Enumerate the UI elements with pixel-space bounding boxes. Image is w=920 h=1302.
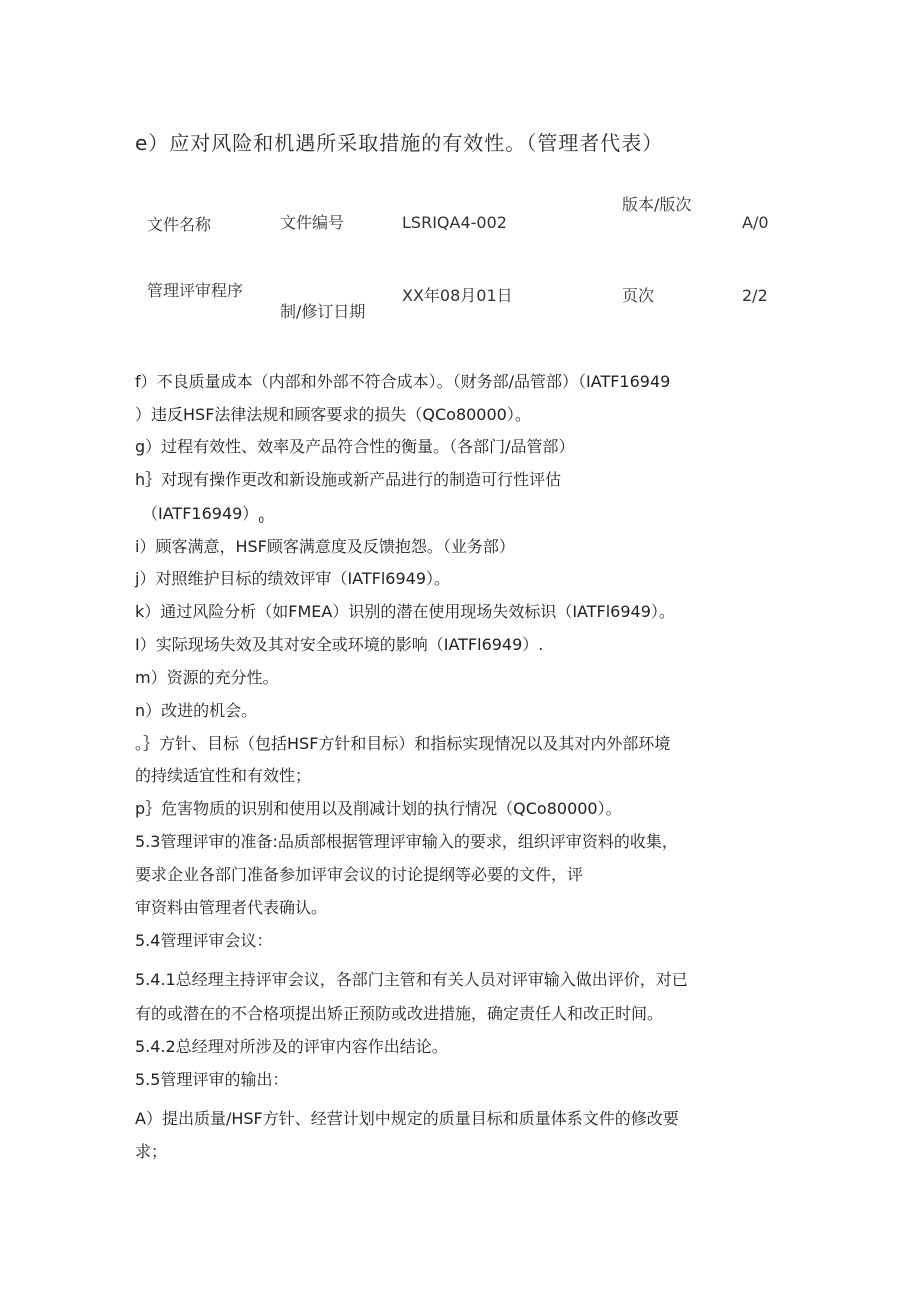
item-k: k）通过风险分析（如FMEA）识别的潜在使用现场失效标识（IATFl6949）。 — [135, 602, 675, 621]
section-5-4-heading: 5.4管理评审会议： — [135, 931, 273, 950]
output-A-line-2: 求； — [135, 1142, 168, 1161]
section-5-4-2: 5.4.2总经理对所涉及的评审内容作出结论。 — [135, 1037, 448, 1056]
item-h-line-2 — [142, 504, 264, 531]
item-g: g）过程有效性、效率及产品符合性的衡量。（各部门/品管部） — [135, 437, 575, 456]
item-j: j）对照维护目标的绩效评审（IATFl6949）。 — [135, 569, 451, 588]
section-5-3-line-2: 要求企业各部门准备参加评审会议的讨论提纲等必要的文件，评 — [135, 865, 584, 884]
item-i: i）顾客满意，HSF顾客满意度及反馈抱怨。（业务部） — [135, 537, 515, 556]
item-h-standard: （IATF16949） — [142, 504, 259, 523]
item-h-subscript: 0 — [258, 516, 265, 526]
section-5-4-1-line-2: 有的或潜在的不合格项提出矫正预防或改进措施，确定责任人和改正时间。 — [135, 1004, 664, 1023]
item-n: n）改进的机会。 — [135, 701, 258, 720]
page-label: 页次 — [622, 286, 655, 305]
version-value: A/0 — [742, 213, 769, 232]
item-o-line-1: 。｝方针、目标（包括HSF方针和目标）和指标实现情况以及其对内外部环境 — [135, 734, 671, 753]
page-value: 2/2 — [742, 286, 768, 305]
item-h-line-1: h｝对现有操作更改和新设施或新产品进行的制造可行性评估 — [135, 470, 562, 489]
item-o-line-2: 的持续适宜性和有效性； — [135, 766, 312, 785]
item-f-line-1: f）不良质量成本（内部和外部不符合成本）。（财务部/品管部）（IATF16949 — [135, 372, 671, 391]
item-f-line-2: ）违反HSF法律法规和顾客要求的损失（QCo80000）。 — [135, 405, 531, 424]
output-A-line-1: A）提出质量/HSF方针、经营计划中规定的质量目标和质量体系文件的修改要 — [135, 1109, 679, 1128]
revision-date-value: XX年08月01日 — [402, 286, 513, 305]
item-l: I）实际现场失效及其对安全或环境的影响（IATFl6949）. — [135, 635, 544, 654]
file-number-value: LSRIQA4-002 — [402, 213, 507, 232]
item-p: p｝危害物质的识别和使用以及削减计划的执行情况（QCo80000）。 — [135, 799, 622, 818]
revision-date-label: 制/修订日期 — [280, 302, 366, 321]
section-heading-e: e）应对风险和机遇所采取措施的有效性。（管理者代表） — [135, 131, 664, 155]
section-5-5-heading: 5.5管理评审的输出： — [135, 1070, 289, 1089]
item-m: m）资源的充分性。 — [135, 668, 279, 687]
section-5-3-line-1: 5.3管理评审的准备:品质部根据管理评审输入的要求，组织评审资料的收集， — [135, 832, 678, 851]
file-name-label: 文件名称 — [147, 215, 212, 234]
document-title: 管理评审程序 — [147, 281, 244, 300]
version-label: 版本/版次 — [622, 195, 692, 214]
section-5-3-line-3: 审资料由管理者代表确认。 — [135, 898, 328, 917]
file-number-label: 文件编号 — [280, 213, 345, 232]
section-5-4-1-line-1: 5.4.1总经理主持评审会议，各部门主管和有关人员对评审输入做出评价，对已 — [135, 970, 688, 989]
